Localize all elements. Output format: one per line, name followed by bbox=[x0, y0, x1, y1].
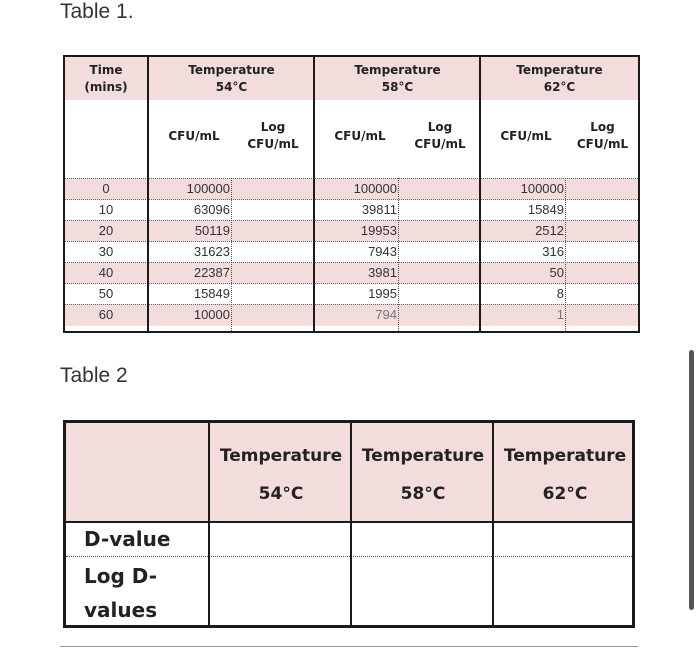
table-row bbox=[65, 220, 638, 242]
time-cell: 30 bbox=[98, 244, 114, 259]
table1-caption: Table 1. bbox=[60, 0, 134, 23]
cfu62-cell: 2512 bbox=[535, 223, 564, 238]
column-divider bbox=[492, 423, 494, 625]
log-label-line2: CFU/mL bbox=[247, 137, 299, 151]
table2-caption: Table 2 bbox=[60, 364, 128, 387]
log-label-line1: Log bbox=[260, 120, 286, 134]
cfu58-cell: 1995 bbox=[368, 286, 397, 301]
table2-temp58-value: 58°C bbox=[400, 484, 446, 504]
temp62-header-label: Temperature bbox=[516, 62, 603, 77]
column-divider bbox=[350, 423, 352, 625]
cfu-header-62 bbox=[481, 100, 571, 172]
table1-subheader-row bbox=[65, 100, 638, 172]
cfu-label: CFU/mL bbox=[500, 128, 552, 143]
table2-temp54-label: Temperature bbox=[219, 446, 343, 466]
cfu54-cell: 50119 bbox=[194, 223, 230, 238]
table2-temp58-header bbox=[353, 437, 493, 513]
temp62-header bbox=[481, 57, 638, 100]
cfu58-cell: 7943 bbox=[368, 244, 397, 259]
log-label-line2: CFU/mL bbox=[576, 137, 629, 151]
table2-temp54-value: 54°C bbox=[258, 484, 304, 504]
table-row bbox=[65, 283, 638, 305]
log-label-line1: Log bbox=[427, 120, 453, 134]
table-row bbox=[65, 304, 638, 326]
time-header-line1: Time bbox=[89, 62, 123, 77]
cfu62-cell: 8 bbox=[556, 286, 564, 301]
cfu58-cell: 794 bbox=[375, 307, 397, 322]
time-cell: 50 bbox=[98, 286, 114, 301]
log-label-line2: CFU/mL bbox=[414, 137, 466, 151]
cfu62-cell: 316 bbox=[542, 244, 564, 259]
cfu-header-54 bbox=[149, 100, 239, 172]
column-divider bbox=[208, 423, 210, 625]
table2-temp62-label: Temperature bbox=[503, 446, 627, 466]
temp62-header-value: 62°C bbox=[543, 79, 576, 94]
temp58-header bbox=[315, 57, 480, 100]
log-cfu-header-54 bbox=[231, 100, 315, 172]
subcolumn-divider bbox=[565, 178, 566, 331]
cfu-label: CFU/mL bbox=[334, 128, 386, 143]
table2-temp58-label: Temperature bbox=[361, 446, 485, 466]
cfu58-cell: 100000 bbox=[353, 181, 397, 196]
cfu62-cell: 1 bbox=[556, 307, 564, 322]
cfu-header-58 bbox=[315, 100, 405, 172]
temp58-header-value: 58°C bbox=[381, 79, 414, 94]
cfu58-cell: 19953 bbox=[360, 223, 397, 238]
column-divider bbox=[147, 57, 149, 331]
column-divider bbox=[313, 57, 315, 331]
bottom-divider bbox=[60, 646, 638, 647]
table2-temp54-header bbox=[211, 437, 351, 513]
time-header bbox=[65, 57, 147, 100]
time-cell: 60 bbox=[98, 307, 114, 322]
cfu58-cell: 3981 bbox=[368, 265, 397, 280]
time-header-line2: (mins) bbox=[84, 79, 128, 94]
time-cell: 0 bbox=[102, 181, 110, 196]
row-divider bbox=[66, 556, 632, 557]
table-row bbox=[65, 199, 638, 221]
cfu54-cell: 63096 bbox=[193, 202, 230, 217]
table-row bbox=[65, 178, 638, 200]
table2-temp62-value: 62°C bbox=[542, 484, 588, 504]
cfu62-cell: 50 bbox=[549, 265, 564, 280]
temp54-header-label: Temperature bbox=[188, 62, 275, 77]
log-cfu-header-58 bbox=[398, 100, 482, 172]
d-value-row-label: D-value bbox=[84, 527, 171, 551]
cfu58-cell: 39811 bbox=[361, 202, 397, 217]
log-d-row-label-line1: Log D- bbox=[84, 564, 158, 588]
cfu-label: CFU/mL bbox=[168, 128, 220, 143]
cfu54-cell: 31623 bbox=[193, 244, 230, 259]
table1-header-row bbox=[65, 57, 638, 102]
temp54-header-value: 54°C bbox=[215, 79, 248, 94]
d-value-table bbox=[63, 420, 635, 628]
cfu62-cell: 15849 bbox=[527, 202, 564, 217]
cfu54-cell: 100000 bbox=[186, 181, 230, 196]
log-cfu-header-62 bbox=[565, 100, 640, 172]
cfu62-cell: 100000 bbox=[520, 181, 564, 196]
table2-temp62-header bbox=[495, 437, 635, 513]
temp54-header bbox=[149, 57, 314, 100]
survival-data-table bbox=[63, 55, 640, 333]
scrollbar-thumb[interactable] bbox=[689, 350, 694, 610]
time-cell: 20 bbox=[98, 223, 114, 238]
time-cell: 10 bbox=[98, 202, 114, 217]
log-label-line1: Log bbox=[590, 120, 615, 134]
temp58-header-label: Temperature bbox=[354, 62, 441, 77]
column-divider bbox=[479, 57, 481, 331]
table-row bbox=[65, 262, 638, 284]
subcolumn-divider bbox=[398, 178, 399, 331]
cfu54-cell: 22387 bbox=[193, 265, 230, 280]
subcolumn-divider bbox=[231, 178, 232, 331]
cfu54-cell: 15849 bbox=[193, 286, 230, 301]
log-d-row-label-line2: values bbox=[84, 598, 158, 622]
time-cell: 40 bbox=[98, 265, 114, 280]
cfu54-cell: 10000 bbox=[193, 307, 230, 322]
table-row bbox=[65, 241, 638, 263]
